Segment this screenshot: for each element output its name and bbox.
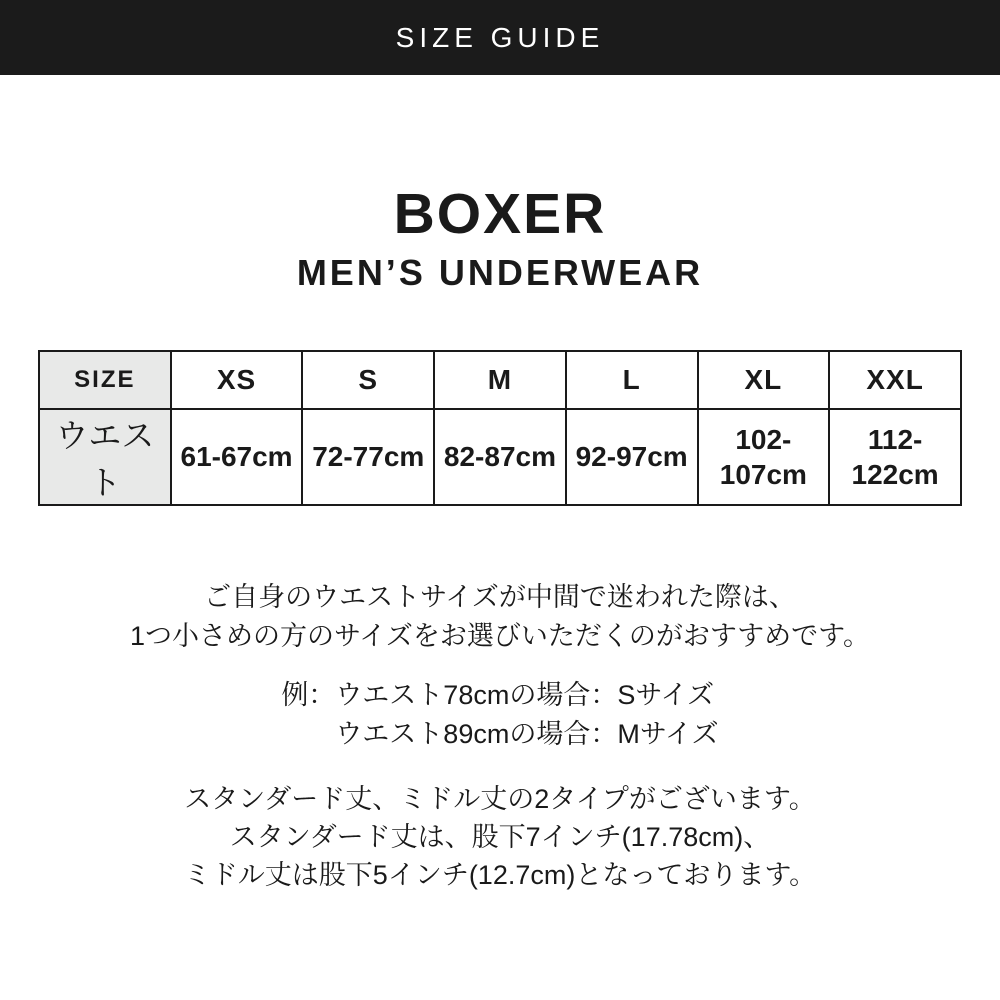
product-title: BOXER — [393, 182, 607, 246]
length-line-2: スタンダード丈は、股下7インチ(17.78cm)、 — [229, 821, 771, 852]
example-1-text: ウエスト78cmの場合：Sサイズ — [335, 679, 715, 710]
size-table-header-row — [39, 351, 961, 409]
waist-value-m: 82-87cm — [434, 409, 566, 505]
waist-row-label: ウエスト — [39, 409, 171, 505]
product-title-block — [0, 182, 1000, 294]
waist-value-l: 92-97cm — [566, 409, 698, 505]
waist-value-xl: 102-107cm — [698, 409, 830, 505]
column-header-m: M — [434, 351, 566, 409]
product-subtitle: MEN’S UNDERWEAR — [296, 251, 704, 293]
header-banner — [0, 0, 1000, 75]
size-table-section — [38, 350, 962, 506]
example-prefix: 例： — [281, 679, 336, 710]
example-line-1 — [281, 676, 718, 715]
column-header-xxl: XXL — [829, 351, 961, 409]
column-header-xl: XL — [698, 351, 830, 409]
size-table — [38, 350, 962, 506]
column-header-s: S — [302, 351, 434, 409]
size-guide-title: SIZE GUIDE — [395, 21, 605, 53]
advice-line-2: 1つ小さめの方のサイズをお選びいただくのがおすすめです。 — [130, 620, 870, 651]
column-header-xs: XS — [171, 351, 303, 409]
example-2-text: ウエスト89cmの場合：Mサイズ — [335, 718, 719, 749]
size-examples — [281, 676, 718, 754]
length-info — [0, 780, 1000, 894]
waist-value-s: 72-77cm — [302, 409, 434, 505]
waist-value-xs: 61-67cm — [171, 409, 303, 505]
length-line-1: スタンダード丈、ミドル丈の2タイプがございます。 — [184, 783, 816, 814]
example-line-2 — [281, 715, 718, 754]
length-line-3: ミドル丈は股下5インチ(12.7cm)となっております。 — [183, 859, 817, 890]
corner-header-cell: SIZE — [39, 351, 171, 409]
column-header-l: L — [566, 351, 698, 409]
sizing-advice — [0, 578, 1000, 656]
advice-line-1: ご自身のウエストサイズが中間で迷われた際は、 — [204, 581, 796, 612]
waist-row — [39, 409, 961, 505]
waist-value-xxl: 112-122cm — [829, 409, 961, 505]
